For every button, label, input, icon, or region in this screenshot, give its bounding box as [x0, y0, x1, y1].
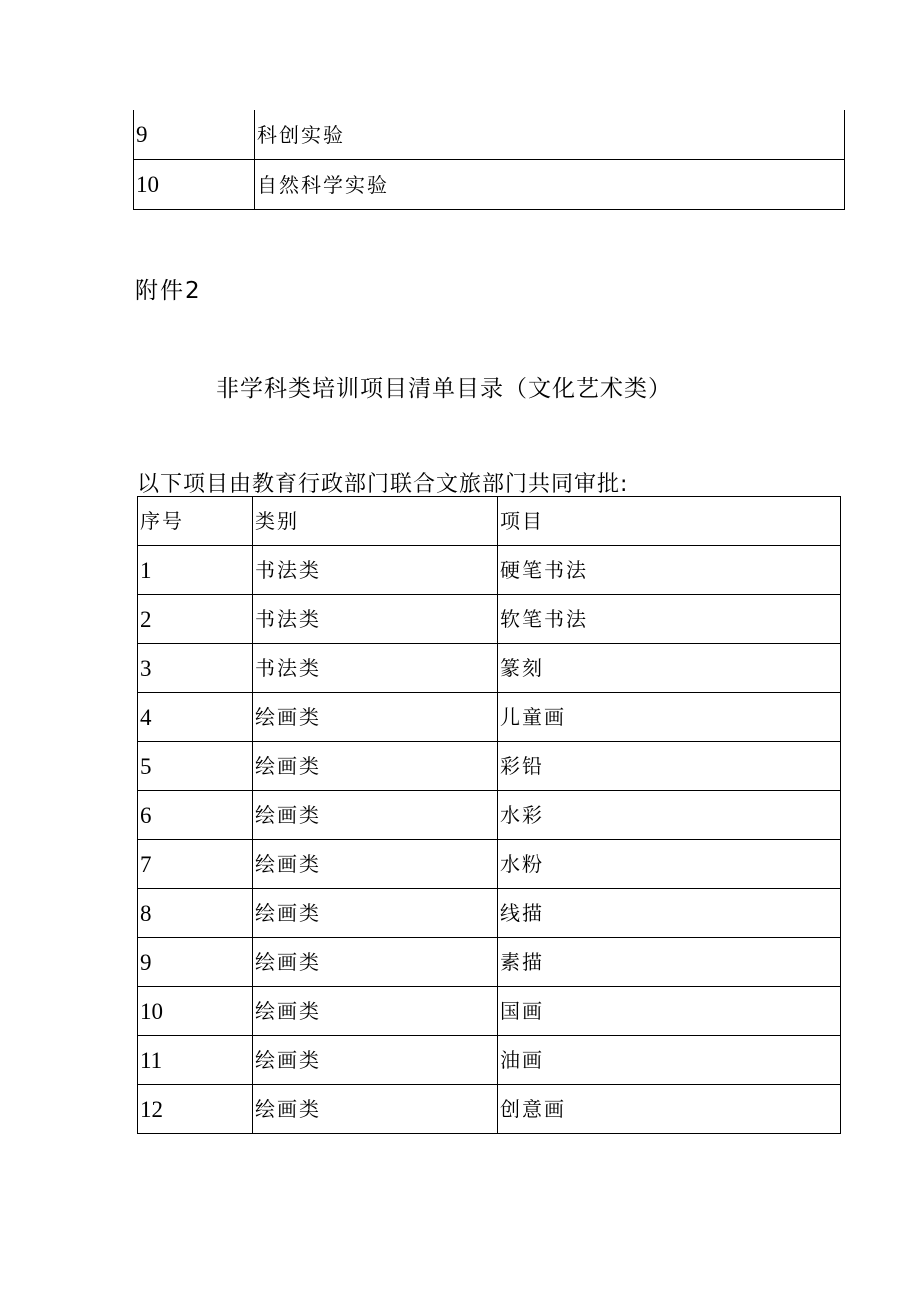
row-number: 10	[138, 987, 253, 1036]
row-category: 绘画类	[253, 742, 498, 791]
row-number: 4	[138, 693, 253, 742]
row-category: 绘画类	[253, 791, 498, 840]
row-item: 创意画	[498, 1085, 841, 1134]
row-category: 书法类	[253, 644, 498, 693]
row-number: 9	[134, 110, 255, 160]
table-row	[138, 791, 841, 840]
row-item: 软笔书法	[498, 595, 841, 644]
header-item: 项目	[498, 497, 841, 546]
header-category: 类别	[253, 497, 498, 546]
row-category: 绘画类	[253, 693, 498, 742]
row-category: 绘画类	[253, 889, 498, 938]
row-number: 6	[138, 791, 253, 840]
table-row	[138, 644, 841, 693]
row-number: 9	[138, 938, 253, 987]
table-row	[138, 1036, 841, 1085]
row-item: 线描	[498, 889, 841, 938]
table-row	[138, 938, 841, 987]
table-row	[138, 987, 841, 1036]
table-row	[138, 840, 841, 889]
table-row	[138, 742, 841, 791]
row-item: 自然科学实验	[255, 160, 845, 210]
row-category: 绘画类	[253, 938, 498, 987]
row-number: 11	[138, 1036, 253, 1085]
table-row	[138, 595, 841, 644]
row-item: 素描	[498, 938, 841, 987]
table-row	[138, 1085, 841, 1134]
row-number: 7	[138, 840, 253, 889]
row-category: 绘画类	[253, 987, 498, 1036]
row-number: 3	[138, 644, 253, 693]
row-item: 篆刻	[498, 644, 841, 693]
row-number: 5	[138, 742, 253, 791]
row-category: 绘画类	[253, 840, 498, 889]
table-row	[134, 160, 845, 210]
row-item: 硬笔书法	[498, 546, 841, 595]
table-row	[138, 693, 841, 742]
row-item: 儿童画	[498, 693, 841, 742]
table-row	[138, 889, 841, 938]
row-category: 绘画类	[253, 1085, 498, 1134]
row-item: 彩铅	[498, 742, 841, 791]
row-item: 水粉	[498, 840, 841, 889]
row-number: 2	[138, 595, 253, 644]
row-category: 书法类	[253, 546, 498, 595]
annex-label: 附件2	[135, 278, 202, 304]
row-number: 1	[138, 546, 253, 595]
row-category: 书法类	[253, 595, 498, 644]
header-number: 序号	[138, 497, 253, 546]
row-item: 科创实验	[255, 110, 845, 160]
row-item: 国画	[498, 987, 841, 1036]
table-header-row	[138, 497, 841, 546]
document-title: 非学科类培训项目清单目录（文化艺术类）	[216, 376, 672, 402]
row-number: 12	[138, 1085, 253, 1134]
intro-text: 以下项目由教育行政部门联合文旅部门共同审批:	[137, 472, 629, 497]
table-row	[138, 546, 841, 595]
row-number: 10	[134, 160, 255, 210]
row-item: 水彩	[498, 791, 841, 840]
continued-table	[133, 110, 845, 210]
row-category: 绘画类	[253, 1036, 498, 1085]
row-number: 8	[138, 889, 253, 938]
project-list-table	[137, 496, 841, 1134]
table-row	[134, 110, 845, 160]
row-item: 油画	[498, 1036, 841, 1085]
